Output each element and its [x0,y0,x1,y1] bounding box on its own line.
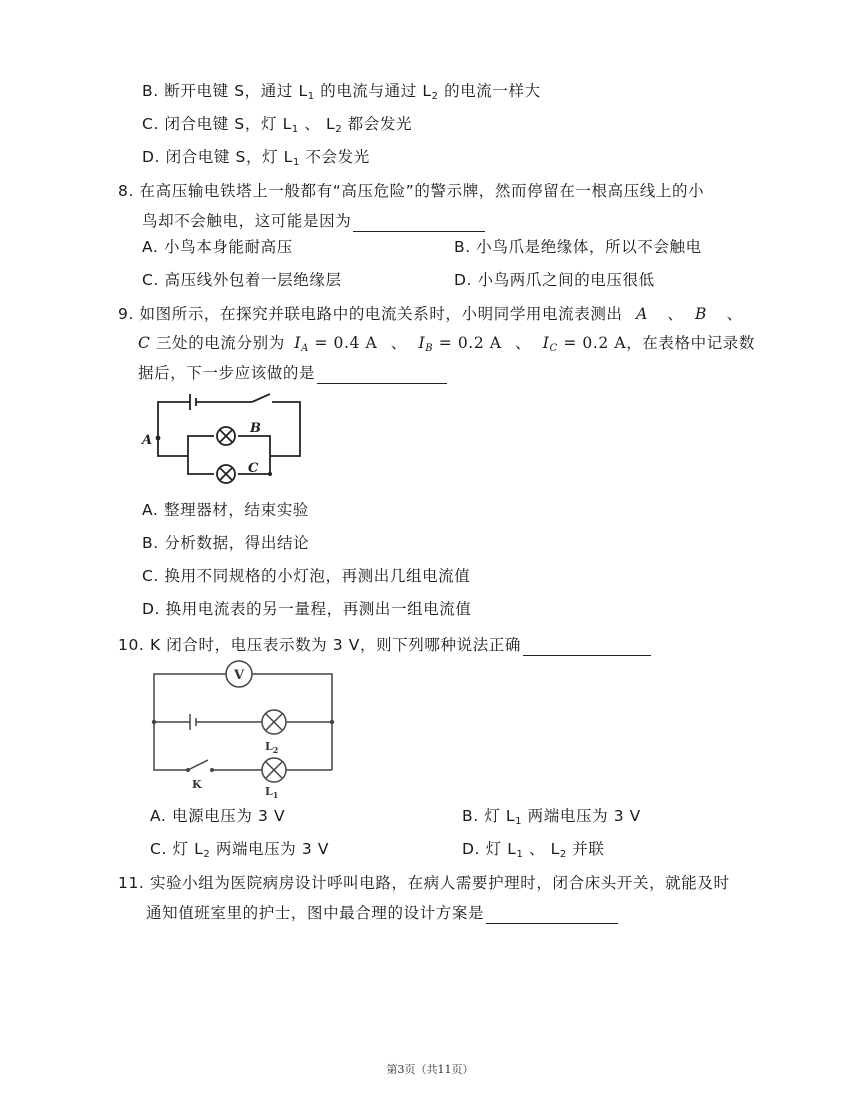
question-text: ，在表格中记录数 [626,334,756,352]
switch-k-label: K [192,778,202,791]
option-text: 小鸟爪是绝缘体，所以不会触电 [476,238,702,256]
diagram-label-c: C [248,461,259,476]
option-text: 两端电压为 3 V [522,807,641,825]
answer-blank[interactable] [353,213,485,232]
option-letter: C. [142,115,159,133]
option-text: 灯 L [172,840,204,858]
q8-stem-line1 [118,180,704,202]
subscript: 1 [291,124,299,135]
diagram-label-b: B [250,421,261,436]
q9-stem-line1 [118,303,743,325]
q10-option-a [150,805,285,827]
point-b-label: B [695,305,708,323]
q9-parallel-circuit-diagram [138,390,308,490]
current-a-formula: $I_A = 0.4$ A [294,334,378,354]
q8-option-c [142,269,342,291]
question-number: 8. [118,182,134,200]
point-c-label: C [138,334,151,352]
option-text: 并联 [566,840,605,858]
separator: 、 [515,334,532,352]
q10-stem [118,634,651,656]
q9-option-c [142,565,470,587]
q8-option-b [454,236,702,258]
question-text: 通知值班室里的护士，图中最合理的设计方案是 [146,904,485,922]
q8-option-a [142,236,293,258]
subscript: 1 [516,849,524,860]
separator: 、 [667,305,684,323]
question-text: 三处的电流分别为 [156,334,285,352]
question-text: 据后，下一步应该做的是 [138,364,316,382]
option-text: 闭合电键 S，灯 L [164,115,292,133]
q9-option-d [142,598,472,620]
option-text: 分析数据，得出结论 [164,534,310,552]
junction-dot [268,472,272,476]
separator: 、 [726,305,743,323]
subscript: 1 [307,91,315,102]
q10-option-c [150,838,329,860]
q7-option-d [142,146,370,168]
option-text: 高压线外包着一层绝缘层 [164,271,342,289]
subscript: 2 [203,849,211,860]
junction-dot [156,436,161,441]
question-text: 如图所示，在探究并联电路中的电流关系时，小明同学用电流表测出 [139,305,623,323]
junction-dot [152,720,156,724]
q10-option-b [462,805,641,827]
subscript: 1 [292,157,300,168]
junction-dot [330,720,334,724]
subscript: 2 [335,124,343,135]
option-letter: D. [142,600,161,618]
question-text: 在高压输电铁塔上一般都有“高压危险”的警示牌，然而停留在一根高压线上的小 [139,182,705,200]
question-text: 实验小组为医院病房设计呼叫电路，在病人需要护理时，闭合床头开关，就能及时 [149,874,730,892]
option-text: 、 L [523,840,560,858]
voltmeter-label: V [234,668,245,683]
q11-stem-line1 [118,872,730,894]
option-text: 两端电压为 3 V [210,840,330,858]
answer-blank[interactable] [317,365,447,384]
separator: 、 [390,334,407,352]
option-letter: C. [142,567,159,585]
option-text: 、 L [298,115,336,133]
point-a-label: A [636,305,648,323]
option-text: 小鸟本身能耐高压 [164,238,293,256]
option-text: 的电流一样大 [438,82,541,100]
option-text: 换用电流表的另一量程，再测出一组电流值 [165,600,472,618]
option-text: 灯 L [484,807,516,825]
option-letter: D. [142,148,161,166]
option-text: 整理器材，结束实验 [164,501,309,519]
question-text: 鸟却不会触电，这可能是因为 [142,212,352,230]
subscript: 2 [431,91,439,102]
q8-option-d [454,269,655,291]
option-text: 断开电键 S，通过 L [164,82,308,100]
option-letter: A. [142,238,159,256]
lamp-l1-label: $L_1$ [265,785,279,800]
option-letter: D. [462,840,481,858]
q9-stem-line2 [138,332,755,354]
option-letter: C. [150,840,167,858]
current-b-formula: $I_B = 0.2$ A [418,334,502,354]
subscript: 2 [559,849,567,860]
q8-stem-line2 [142,210,485,232]
q9-option-a [142,499,309,521]
option-letter: C. [142,271,159,289]
option-letter: B. [462,807,479,825]
option-letter: D. [454,271,473,289]
question-number: 11. [118,874,145,892]
lamp-l2-label: $L_2$ [265,740,279,755]
option-text: 小鸟两爪之间的电压很低 [477,271,655,289]
q11-stem-line2 [146,902,618,924]
option-text: 电源电压为 3 V [172,807,286,825]
q10-option-d [462,838,605,860]
current-c-formula: $I_C = 0.2$ A [542,334,627,354]
option-text: 都会发光 [342,115,413,133]
switch-contact [186,768,190,772]
option-letter: A. [150,807,167,825]
subscript: 1 [515,816,523,827]
option-letter: B. [454,238,471,256]
q7-option-b [142,80,541,102]
q7-option-c [142,113,412,135]
diagram-label-a: A [142,433,153,448]
option-letter: A. [142,501,159,519]
option-letter: B. [142,534,159,552]
q10-series-circuit-diagram [148,660,340,800]
answer-blank[interactable] [523,637,651,656]
option-text: 不会发光 [299,148,370,166]
question-text: K 闭合时，电压表示数为 3 V，则下列哪种说法正确 [149,636,521,654]
question-number: 9. [118,305,134,323]
switch-contact [210,768,214,772]
question-number: 10. [118,636,145,654]
option-letter: B. [142,82,159,100]
option-text: 闭合电键 S，灯 L [165,148,293,166]
answer-blank[interactable] [486,905,618,924]
q9-stem-line3 [138,362,447,384]
option-text: 灯 L [485,840,517,858]
q9-option-b [142,532,309,554]
option-text: 换用不同规格的小灯泡，再测出几组电流值 [164,567,471,585]
page-footer: 第3页（共11页） [386,1063,474,1076]
option-text: 的电流与通过 L [314,82,432,100]
